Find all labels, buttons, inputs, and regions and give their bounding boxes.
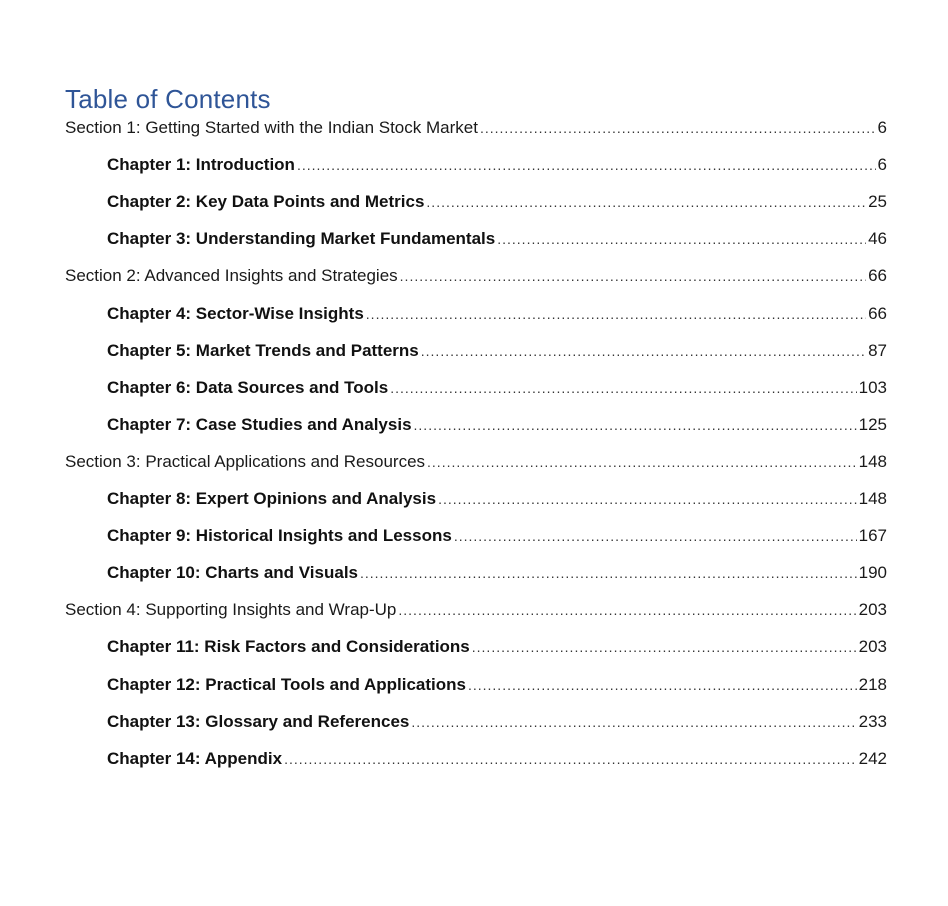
dot-leader: [472, 639, 857, 655]
toc-entry-label: Section 4: Supporting Insights and Wrap-Up: [65, 600, 397, 619]
toc-entry-label: Chapter 1: Introduction: [107, 155, 295, 174]
toc-entry-label: Chapter 13: Glossary and References: [107, 712, 410, 731]
toc-entry-label: Chapter 12: Practical Tools and Applications: [107, 675, 466, 694]
toc-entry-chapter[interactable]: [107, 675, 887, 699]
toc-entry-chapter[interactable]: [107, 489, 887, 513]
toc-entry-page-number: 242: [858, 749, 887, 768]
toc-entry-label: Section 3: Practical Applications and Resources: [65, 452, 426, 471]
toc-entry-label: Chapter 10: Charts and Visuals: [107, 563, 358, 582]
toc-entry-section[interactable]: [65, 266, 887, 290]
toc-entry-chapter[interactable]: [107, 415, 887, 439]
toc-entry-chapter[interactable]: [107, 637, 887, 661]
toc-entry-label: Chapter 4: Sector-Wise Insights: [107, 304, 364, 323]
dot-leader: [426, 194, 866, 210]
toc-entry-chapter[interactable]: [107, 304, 887, 328]
toc-entry-section[interactable]: [65, 118, 887, 142]
toc-entry-page-number: 233: [858, 712, 887, 731]
toc-entry-chapter[interactable]: [107, 526, 887, 550]
toc-entry-chapter[interactable]: [107, 229, 887, 253]
dot-leader: [400, 268, 866, 284]
toc-entry-page-number: 25: [868, 192, 887, 211]
dot-leader: [497, 231, 866, 247]
toc-entry-label: Chapter 5: Market Trends and Patterns: [107, 341, 419, 360]
toc-entry-label: Chapter 6: Data Sources and Tools: [107, 378, 389, 397]
toc-entry-page-number: 218: [858, 675, 887, 694]
toc-entry-chapter[interactable]: [107, 155, 887, 179]
toc-entry-chapter[interactable]: [107, 749, 887, 773]
toc-entry-label: Chapter 9: Historical Insights and Lessons: [107, 526, 452, 545]
toc-entry-label: Chapter 14: Appendix: [107, 749, 283, 768]
toc-entry-page-number: 125: [858, 415, 887, 434]
toc-entry-label: Chapter 11: Risk Factors and Considerations: [107, 637, 470, 656]
toc-entry-section[interactable]: [65, 452, 887, 476]
toc-entry-page-number: 203: [858, 637, 887, 656]
dot-leader: [480, 120, 876, 136]
toc-entry-chapter[interactable]: [107, 378, 887, 402]
toc-entry-section[interactable]: [65, 600, 887, 624]
dot-leader: [366, 306, 866, 322]
toc-entry-page-number: 203: [858, 600, 887, 619]
toc-entry-chapter[interactable]: [107, 341, 887, 365]
toc-entry-chapter[interactable]: [107, 712, 887, 736]
toc-entry-page-number: 6: [877, 155, 887, 174]
toc-entry-label: Chapter 7: Case Studies and Analysis: [107, 415, 412, 434]
toc-entry-page-number: 167: [858, 526, 887, 545]
dot-leader: [468, 677, 857, 693]
toc-entry-label: Chapter 3: Understanding Market Fundamentals: [107, 229, 496, 248]
toc-entry-label: Chapter 2: Key Data Points and Metrics: [107, 192, 425, 211]
dot-leader: [414, 417, 857, 433]
toc-entry-page-number: 148: [858, 452, 887, 471]
toc-entry-page-number: 103: [858, 378, 887, 397]
toc-entry-chapter[interactable]: [107, 563, 887, 587]
dot-leader: [438, 491, 857, 507]
toc-entry-page-number: 148: [858, 489, 887, 508]
dot-leader: [427, 454, 857, 470]
toc-entry-page-number: 66: [868, 266, 887, 285]
dot-leader: [454, 528, 857, 544]
toc-entry-label: Section 2: Advanced Insights and Strategies: [65, 266, 398, 285]
dot-leader: [411, 714, 856, 730]
toc-entry-label: Chapter 8: Expert Opinions and Analysis: [107, 489, 437, 508]
dot-leader: [297, 157, 876, 173]
toc-entry-page-number: 66: [868, 304, 887, 323]
dot-leader: [421, 343, 866, 359]
toc-entry-label: Section 1: Getting Started with the Indian Stock Market: [65, 118, 478, 137]
toc-entry-page-number: 190: [858, 563, 887, 582]
dot-leader: [398, 602, 856, 618]
toc-entry-page-number: 87: [868, 341, 887, 360]
dot-leader: [360, 565, 857, 581]
dot-leader: [390, 380, 856, 396]
toc-title: Table of Contents: [65, 84, 271, 114]
toc-entry-page-number: 46: [868, 229, 887, 248]
dot-leader: [284, 751, 857, 767]
toc-entry-page-number: 6: [877, 118, 887, 137]
toc-entry-chapter[interactable]: [107, 192, 887, 216]
